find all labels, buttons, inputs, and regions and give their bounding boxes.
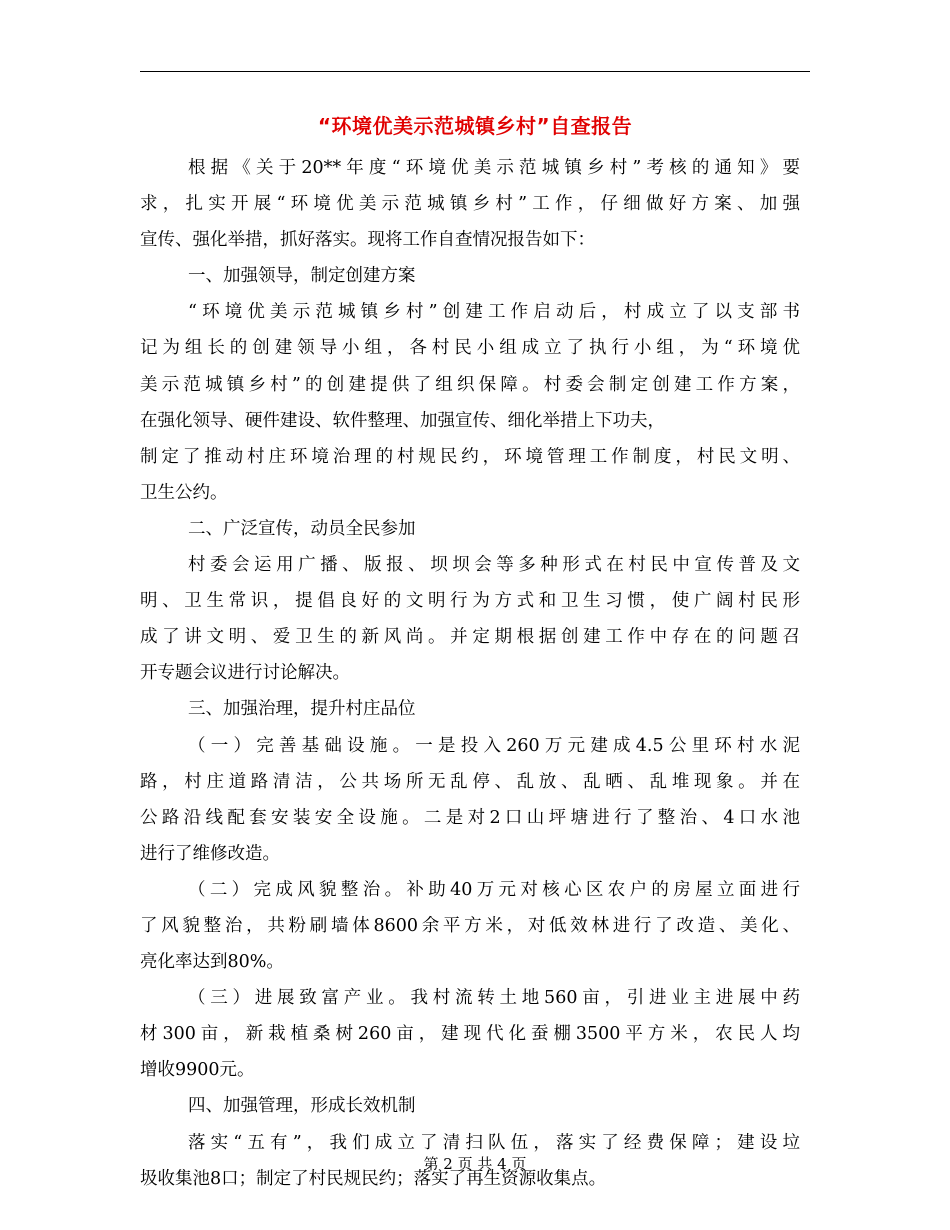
body-line: 亮化率达到80%。 bbox=[140, 952, 284, 973]
body-line: 了风貌整治，共粉刷墙体8600余平方米，对低效林进行了改造、美化、 bbox=[140, 915, 800, 936]
body-line: 落实“五有”，我们成立了清扫队伍，落实了经费保障；建设垃 bbox=[188, 1132, 800, 1153]
body-line: 路，村庄道路清洁，公共场所无乱停、乱放、乱晒、乱堆现象。并在 bbox=[140, 771, 800, 792]
body-line: 求，扎实开展“环境优美示范城镇乡村”工作，仔细做好方案、加强 bbox=[140, 194, 800, 215]
body-line: 宣传、强化举措，抓好落实。现将工作自查情况报告如下： bbox=[140, 230, 595, 251]
body-line: 四、加强管理，形成长效机制 bbox=[188, 1096, 416, 1117]
body-line: 公路沿线配套安装安全设施。二是对2口山坪塘进行了整治、4口水池 bbox=[140, 807, 800, 828]
body-line: 一、加强领导，制定创建方案 bbox=[188, 266, 416, 287]
body-line: 三、加强治理，提升村庄品位 bbox=[188, 699, 416, 720]
document-title: “环境优美示范城镇乡村”自查报告 bbox=[317, 114, 633, 138]
body-line: 二、广泛宣传，动员全民参加 bbox=[188, 518, 416, 539]
body-line: 开专题会议进行讨论解决。 bbox=[140, 663, 350, 684]
body-line: （一）完善基础设施。一是投入260万元建成4.5公里环村水泥 bbox=[188, 735, 800, 756]
body-line: 美示范城镇乡村”的创建提供了组织保障。村委会制定创建工作方案， bbox=[140, 374, 800, 395]
document-body bbox=[140, 150, 800, 1197]
body-line: 进行了维修改造。 bbox=[140, 843, 280, 864]
page-number: 第 2 页 共 4 页 bbox=[423, 1155, 527, 1173]
body-line: 增收9900元。 bbox=[140, 1060, 255, 1081]
body-line: 明、卫生常识，提倡良好的文明行为方式和卫生习惯，使广阔村民形 bbox=[140, 591, 800, 612]
body-line: 卫生公约。 bbox=[140, 482, 228, 503]
header-rule bbox=[140, 71, 810, 72]
body-line: 记为组长的创建领导小组，各村民小组成立了执行小组，为“环境优 bbox=[140, 338, 800, 359]
body-line: “环境优美示范城镇乡村”创建工作启动后，村成立了以支部书 bbox=[188, 302, 800, 323]
body-line: 成了讲文明、爱卫生的新风尚。并定期根据创建工作中存在的问题召 bbox=[140, 627, 800, 648]
body-line: 圾收集池8口；制定了村民规民约；落实了再生资源收集点。 bbox=[140, 1168, 607, 1189]
body-line: 制定了推动村庄环境治理的村规民约，环境管理工作制度，村民文明、 bbox=[140, 446, 800, 467]
body-line: 材300亩，新栽植桑树260亩，建现代化蚕棚3500平方米，农民人均 bbox=[140, 1024, 800, 1045]
body-line: （二）完成风貌整治。补助40万元对核心区农户的房屋立面进行 bbox=[188, 879, 800, 900]
body-line: 村委会运用广播、版报、坝坝会等多种形式在村民中宣传普及文 bbox=[188, 555, 800, 576]
body-line: 在强化领导、硬件建设、软件整理、加强宣传、细化举措上下功夫， bbox=[140, 410, 665, 431]
body-line: 根据《关于20**年度“环境优美示范城镇乡村”考核的通知》要 bbox=[188, 158, 800, 178]
body-line: （三）进展致富产业。我村流转土地560亩，引进业主进展中药 bbox=[188, 988, 800, 1009]
